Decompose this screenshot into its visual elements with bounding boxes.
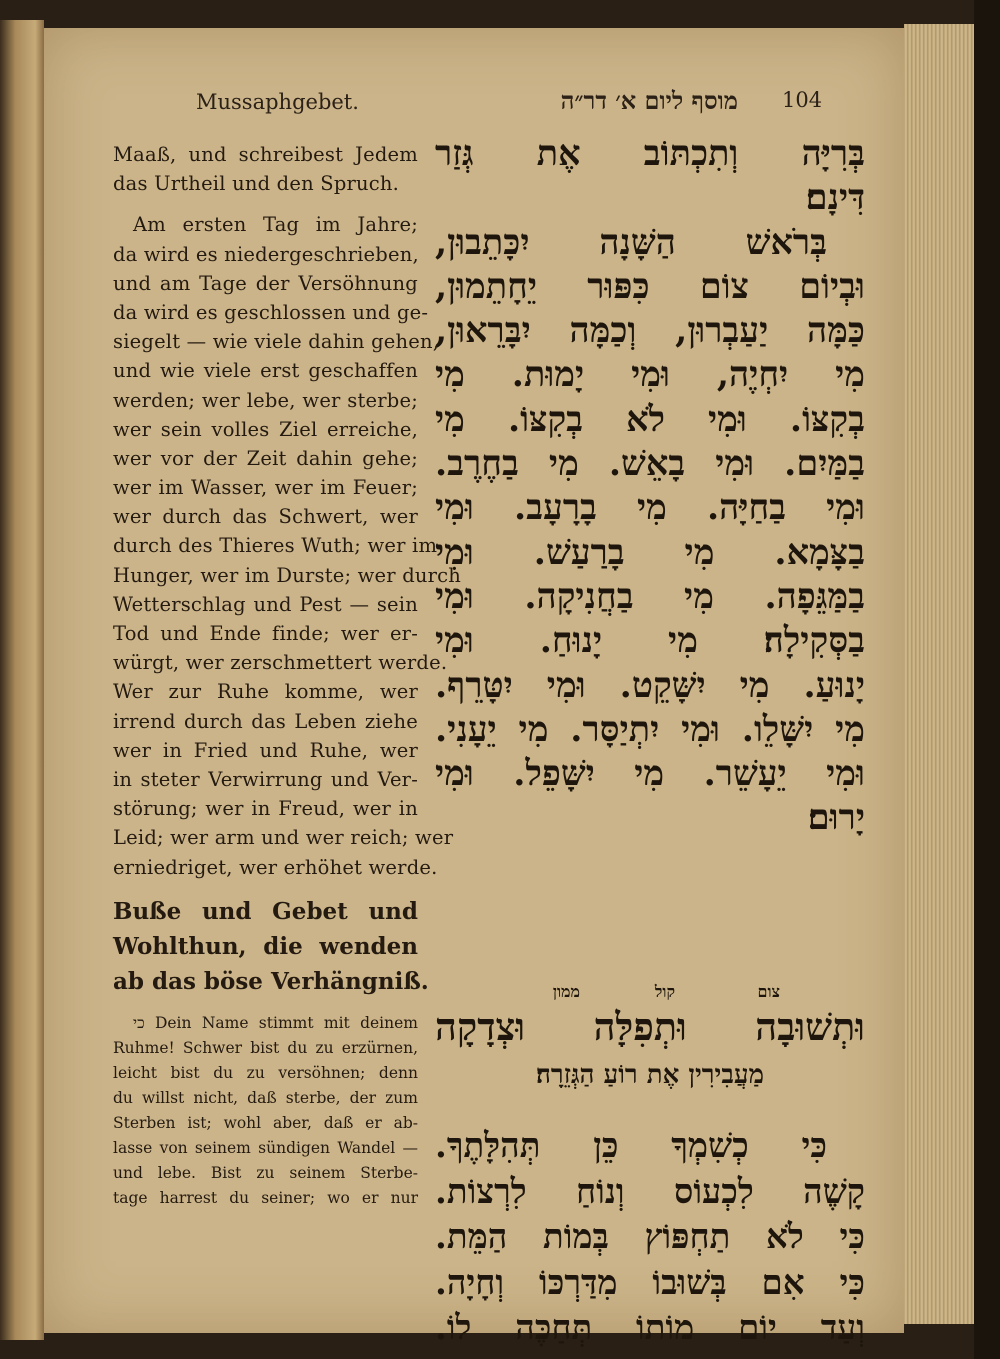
hebrew-line: מִי יִחְיֶה, וּמִי יָמוּת. מִי [435, 354, 865, 396]
left-page-edge [0, 20, 44, 1340]
german-small-line: du willst nicht, daß sterbe, der zum [113, 1088, 418, 1107]
german-heading: ab das böse Verhängniß. [113, 967, 429, 995]
german-line: wer im Wasser, wer im Feuer; [113, 476, 418, 500]
hebrew-line: בַסְּקִילָה׃ מִי יָנוּחַ. וּמִי [435, 620, 865, 662]
hebrew-line: וּבְיוֹם צוֹם כִּפּוּר יֵחָתֵמוּן, [435, 265, 865, 307]
hebrew-line: וּמִי יֵעָשֵׁר. מִי יִשָּׁפֵל. וּמִי [435, 753, 865, 795]
german-line: irrend durch das Leben ziehe [113, 709, 418, 733]
german-line: Maaß, und schreibest Jedem [113, 143, 418, 166]
hebrew-sub-line: מַעֲבִירִין אֶת רוֹעַ הַגְּזֵרָה׃ [535, 1060, 765, 1090]
german-line: Leid; wer arm und wer reich; wer [113, 826, 454, 850]
hebrew-emphasized-line: וּתְשׁוּבָה וּתְפִלָּה וּצְדָקָה [435, 1004, 865, 1049]
german-line: erniedriget, wer erhöhet werde. [113, 855, 438, 879]
german-line: Wer zur Ruhe komme, wer [113, 680, 418, 704]
hebrew-final-block [435, 1124, 865, 1352]
german-line: wer in Fried und Ruhe, wer [113, 738, 418, 762]
german-line: Am ersten Tag im Jahre; [133, 213, 418, 237]
german-heading: Buße und Gebet und [113, 897, 418, 925]
running-head-german: Mussaphgebet. [196, 90, 359, 114]
paragraph-gap [113, 999, 418, 1011]
page-stack-edge [904, 24, 974, 1324]
german-small-line: כי Dein Name stimmt mit deinem [133, 1013, 418, 1032]
german-line: Wetterschlag und Pest — sein [113, 592, 418, 616]
small-annotation: צום [757, 982, 780, 1001]
german-line: wer durch das Schwert, wer [113, 505, 418, 529]
german-line: durch des Thieres Wuth; wer im [113, 534, 438, 558]
german-line: und wie viele erst geschaffen [113, 359, 418, 383]
german-line: störung; wer in Freud, wer in [113, 797, 418, 821]
german-line: werden; wer lebe, wer sterbe; [113, 388, 418, 412]
german-heading: Wohlthun, die wenden [113, 932, 418, 960]
hebrew-line: מִי יִשָּׁלֵו. וּמִי יִתְיַסָּר. מִי יֵעָנִי. [435, 708, 865, 750]
hebrew-line: בַצָּמָא. מִי בָרַעַשׁ. וּמִי [435, 531, 865, 573]
hebrew-line: קָשֶׁה לִכְעוֹס וְנוֹחַ לִרְצוֹת. [435, 1171, 865, 1212]
hebrew-line: דִּינָם׃ [805, 177, 865, 219]
hebrew-line: בַמַּיִם. וּמִי בָאֵשׁ. מִי בַחֶרֶב. [435, 443, 865, 485]
german-line: würgt, wer zerschmettert werde. [113, 651, 448, 675]
running-head-hebrew: מוסף ליום א׳ דר״ה [560, 86, 738, 115]
german-line: in steter Verwirrung und Ver- [113, 767, 418, 791]
hebrew-line: כִּי אִם בְּשׁוּבוֹ מִדַּרְכּוֹ וְחָיָה. [435, 1262, 865, 1303]
hebrew-line: בְּרִיָּה וְתִכְתּוֹב אֶת גְּזַר [435, 133, 865, 174]
german-line: Hunger, wer im Durste; wer durch [113, 563, 462, 587]
hebrew-line: וּמִי בַחַיָּה. מִי בָרָעָב. וּמִי [435, 487, 865, 529]
german-small-line: Ruhme! Schwer bist du zu erzürnen, [113, 1038, 418, 1057]
hebrew-line: יָרוּם׃ [807, 797, 865, 839]
german-line: siegelt — wie viele dahin gehen, [113, 330, 440, 354]
german-small-line: leicht bist du zu versöhnen; denn [113, 1063, 418, 1082]
small-annotation: ממון [552, 982, 580, 1001]
book-binding [974, 0, 1000, 1359]
hebrew-line: כִּי לֹא תַחְפּוֹץ בְּמוֹת הַמֵּת. [435, 1217, 865, 1257]
german-small-line: und lebe. Bist zu seinem Sterbe- [113, 1163, 418, 1182]
hebrew-line: יָנוּעַ. מִי יִשָּׁקֵט. וּמִי יִטָּרֵף. [435, 664, 865, 706]
hebrew-line: בַמַּגֵּפָה. מִי בַחֲנִיקָה. וּמִי [435, 575, 865, 617]
german-line: da wird es geschlossen und ge- [113, 300, 429, 324]
hebrew-line: בְקִצּוֹ. וּמִי לֹא בְקִצּוֹ. מִי [435, 398, 865, 440]
german-line: das Urtheil und den Spruch. [113, 172, 400, 196]
german-line: wer vor der Zeit dahin gehe; [113, 446, 418, 470]
small-annotation: קול [654, 982, 675, 1001]
hebrew-column [435, 132, 865, 1348]
page-number: 104 [782, 88, 823, 112]
german-line: da wird es niedergeschrieben, [113, 242, 419, 266]
german-small-line: lasse von seinem sündigen Wandel — [113, 1138, 418, 1157]
german-line: und am Tage der Versöhnung [113, 271, 418, 295]
hebrew-line: כַּמָּה יַעַבְרוּן, וְכַמָּה יִבָּרֵאוּן, [435, 310, 865, 352]
german-column [113, 140, 462, 1211]
hebrew-line: בְּרֹאשׁ הַשָּׁנָה יִכָּתֵבוּן, [435, 221, 827, 263]
german-small-line: tage harrest du seiner; wo er nur [113, 1188, 418, 1207]
small-annotation-row [435, 982, 865, 1006]
paragraph-gap [113, 198, 418, 210]
german-small-line: Sterben ist; wohl aber, daß er ab- [113, 1113, 418, 1132]
paragraph-gap [113, 882, 418, 894]
hebrew-line: כִּי כְשִׁמְךָ כֵּן תְּהִלָּתֶךָ. [435, 1126, 827, 1166]
hebrew-line: וְעַד יוֹם מוֹתוֹ תְּחַכֶּה לוֹ. [435, 1308, 865, 1348]
german-line: wer sein volles Ziel erreiche, [113, 417, 418, 441]
german-line: Tod und Ende finde; wer er- [113, 622, 418, 645]
